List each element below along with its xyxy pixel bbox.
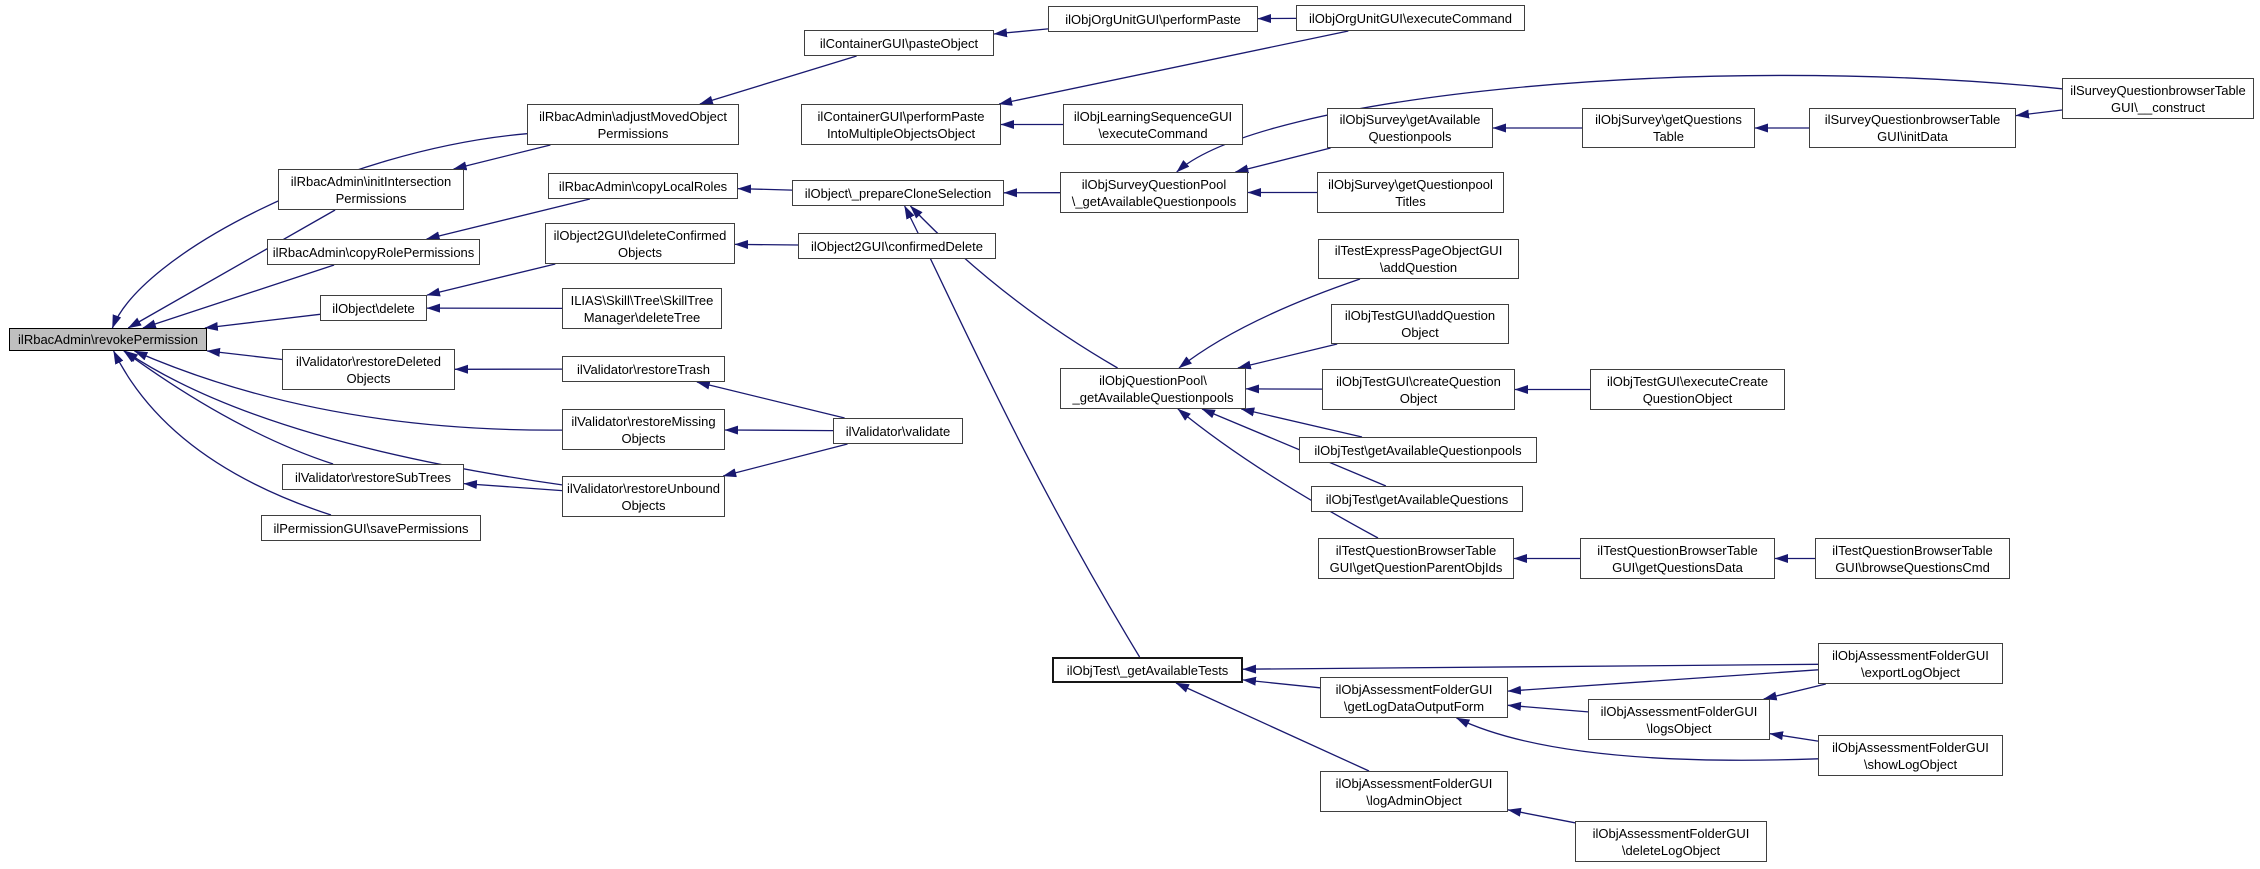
call-edge-getQuestionParentObjIds-to-qpGetAvailableQuestionpools: [1178, 409, 1378, 538]
graph-node-label: ilObject\delete: [332, 300, 415, 316]
graph-node-label: Object: [1401, 325, 1439, 340]
graph-node-label: ilObjSurvey\getAvailable: [1339, 112, 1481, 127]
graph-node-label: ilValidator\restoreUnbound: [567, 480, 720, 496]
graph-node-label: ilValidator\restoreTrash: [577, 361, 710, 377]
graph-node-browserTableInitData[interactable]: [1809, 108, 2016, 148]
graph-node-label: \logAdminObject: [1366, 792, 1462, 808]
graph-node-label: ilValidator\validate: [845, 423, 951, 439]
graph-node-restoreTrash[interactable]: [562, 356, 725, 382]
graph-node-label: GUI\__construct: [2111, 99, 2205, 115]
graph-node-label: ilSurveyQuestionbrowserTable: [2070, 82, 2246, 98]
graph-node-label: ilObjAssessmentFolderGUI: [1335, 775, 1493, 791]
graph-node-label: ilContainerGUI\pasteObject: [819, 35, 979, 51]
graph-node-label: Titles: [1395, 193, 1426, 209]
call-edge-browserTableConstruct-to-browserTableInitData: [2016, 110, 2062, 116]
graph-node-getAvailableTests[interactable]: [1052, 657, 1243, 683]
graph-node-label: \getLogDataOutputForm: [1343, 698, 1485, 714]
graph-node-skillTreeDeleteTree[interactable]: [562, 288, 722, 329]
graph-node-label: ilTestQuestionBrowserTable: [1597, 542, 1758, 558]
graph-node-label: GUI\getQuestionParentObjIds: [1329, 559, 1503, 575]
call-edge-deleteLogObject-to-logAdminObject: [1508, 810, 1575, 823]
graph-node-testGetAvailableQuestionpools[interactable]: [1299, 437, 1537, 463]
graph-node-getQuestionParentObjIds[interactable]: [1318, 538, 1514, 579]
graph-node-objectDelete[interactable]: [320, 295, 427, 321]
graph-node-testGetAvailableQuestions[interactable]: [1311, 486, 1523, 512]
graph-node-label: ilObjSurvey\getQuestionpool: [1328, 176, 1493, 192]
call-edge-adjustMovedObjectPermissions-to-initIntersectionPermissions: [454, 145, 551, 169]
graph-node-restoreUnboundObjects[interactable]: [562, 476, 725, 517]
graph-node-copyLocalRoles[interactable]: [548, 173, 738, 199]
graph-node-label: ilObjSurveyQuestionPool: [1081, 176, 1227, 192]
graph-node-label: ilRbacAdmin\copyRolePermissions: [272, 244, 475, 260]
graph-node-label: ilObjTestGUI\createQuestion: [1336, 373, 1501, 389]
graph-node-getLogDataOutputForm[interactable]: [1320, 677, 1508, 718]
call-edge-showLogObject-to-logsObject: [1770, 734, 1818, 741]
graph-node-label: ilObject2GUI\deleteConfirmed: [553, 227, 727, 243]
graph-node-label: Table: [1652, 129, 1685, 144]
graph-node-createQuestionObject[interactable]: [1322, 369, 1515, 410]
graph-node-orgPerformPaste[interactable]: [1048, 6, 1258, 32]
graph-node-label: ilObjTestGUI\executeCreate: [1606, 373, 1769, 389]
call-edge-objectDelete-to-revokePermission: [205, 314, 320, 328]
graph-node-testExpressAddQuestion[interactable]: [1318, 239, 1519, 279]
call-edge-exportLogObject-to-getAvailableTests: [1243, 664, 1818, 669]
graph-node-deleteLogObject[interactable]: [1575, 821, 1767, 862]
graph-node-label: \_getAvailableQuestionpools: [1071, 193, 1237, 209]
graph-node-surveyGetQuestionsTable[interactable]: [1582, 108, 1755, 148]
graph-node-executeCreateQuestionObject[interactable]: [1590, 369, 1785, 410]
graph-node-label: _getAvailableQuestionpools: [1072, 389, 1234, 405]
graph-node-label: Questionpools: [1368, 129, 1452, 144]
graph-node-label: \executeCommand: [1098, 125, 1208, 141]
graph-node-label: \addQuestion: [1379, 260, 1458, 275]
graph-node-label: ilValidator\restoreSubTrees: [294, 469, 452, 485]
graph-node-label: ilObjTest\_getAvailableTests: [1066, 662, 1229, 678]
call-edge-validate-to-restoreUnboundObjects: [723, 444, 847, 476]
graph-node-label: ilTestQuestionBrowserTable: [1335, 542, 1497, 558]
call-edge-confirmedDelete-to-deleteConfirmedObjects: [735, 244, 798, 245]
graph-node-orgExecuteCommand[interactable]: [1296, 5, 1525, 31]
graph-node-browseQuestionsCmd[interactable]: [1815, 538, 2010, 579]
graph-node-addQuestionObject[interactable]: [1331, 304, 1509, 344]
graph-node-label: GUI\getQuestionsData: [1612, 559, 1743, 575]
graph-node-label: ilRbacAdmin\adjustMovedObject: [539, 108, 727, 124]
graph-node-label: ilObjAssessmentFolderGUI: [1600, 703, 1758, 719]
graph-node-label: ilObjOrgUnitGUI\executeCommand: [1308, 10, 1513, 26]
graph-node-label: GUI\browseQuestionsCmd: [1835, 559, 1990, 575]
graph-node-label: ilRbacAdmin\revokePermission: [18, 332, 198, 347]
graph-node-label: ilTestQuestionBrowserTable: [1832, 542, 1993, 558]
graph-node-initIntersectionPermissions[interactable]: [278, 169, 464, 210]
graph-node-logAdminObject[interactable]: [1320, 771, 1508, 812]
graph-node-label: \deleteLogObject: [1621, 842, 1721, 858]
graph-node-label: \exportLogObject: [1860, 664, 1960, 680]
graph-node-label: ilValidator\restoreDeleted: [296, 353, 441, 369]
graph-node-label: Objects: [617, 244, 663, 260]
graph-node-label: ilObjOrgUnitGUI\performPaste: [1065, 11, 1241, 27]
graph-node-label: Objects: [621, 430, 666, 446]
graph-node-label: ilRbacAdmin\copyLocalRoles: [558, 178, 728, 194]
graph-node-performPasteIntoMultipleObjectsObject[interactable]: [801, 104, 1001, 145]
graph-node-prepareCloneSelection[interactable]: [792, 180, 1004, 206]
graph-node-label: ilObjAssessmentFolderGUI: [1832, 739, 1989, 755]
graph-node-deleteConfirmedObjects[interactable]: [545, 223, 735, 264]
graph-node-label: Permissions: [335, 190, 407, 206]
graph-node-label: ilObjQuestionPool\: [1099, 372, 1207, 388]
graph-node-label: Permissions: [597, 125, 669, 141]
graph-node-label: ilObjSurvey\getQuestions: [1595, 112, 1742, 127]
graph-node-surveyQpGetAvailableQuestionpools[interactable]: [1060, 172, 1248, 213]
graph-node-exportLogObject[interactable]: [1818, 643, 2003, 684]
graph-node-restoreDeletedObjects[interactable]: [282, 349, 455, 390]
graph-node-copyRolePermissions[interactable]: [267, 239, 480, 265]
graph-node-label: ilObject\_prepareCloneSelection: [804, 185, 992, 201]
graph-node-label: ilObjAssessmentFolderGUI: [1832, 647, 1989, 663]
call-edge-exportLogObject-to-logsObject: [1764, 684, 1826, 699]
graph-node-label: ilObjLearningSequenceGUI: [1073, 108, 1233, 124]
graph-node-label: ilObjTest\getAvailableQuestions: [1325, 491, 1509, 507]
graph-node-label: Objects: [346, 370, 391, 386]
call-edge-testGetAvailableQuestionpools-to-qpGetAvailableQuestionpools: [1241, 409, 1362, 437]
call-edge-getLogDataOutputForm-to-getAvailableTests: [1243, 680, 1320, 688]
call-edge-restoreUnboundObjects-to-restoreSubTrees: [464, 484, 562, 491]
call-edge-prepareCloneSelection-to-copyLocalRoles: [738, 189, 792, 191]
call-edge-initIntersectionPermissions-to-revokePermission: [128, 210, 335, 328]
graph-node-label: GUI\initData: [1877, 129, 1948, 144]
graph-node-label: \showLogObject: [1863, 756, 1958, 772]
graph-node-label: ILIAS\Skill\Tree\SkillTree: [570, 292, 714, 308]
graph-node-browserTableConstruct[interactable]: [2062, 78, 2254, 119]
graph-node-pasteObject[interactable]: [804, 30, 994, 56]
graph-node-restoreMissingObjects[interactable]: [562, 409, 725, 450]
graph-node-label: IntoMultipleObjectsObject: [826, 125, 976, 141]
graph-node-label: QuestionObject: [1642, 390, 1733, 406]
call-edge-surveyGetAvailableQuestionpools-to-surveyQpGetAvailableQuestionpools: [1235, 148, 1330, 172]
call-edge-pasteObject-to-adjustMovedObjectPermissions: [700, 56, 857, 104]
call-edge-exportLogObject-to-getLogDataOutputForm: [1508, 670, 1818, 691]
graph-node-label: ilTestExpressPageObjectGUI: [1334, 243, 1503, 258]
graph-node-label: Objects: [621, 497, 666, 513]
graph-node-label: ilObjTest\getAvailableQuestionpools: [1314, 442, 1522, 458]
graph-node-label: ilSurveyQuestionbrowserTable: [1824, 112, 2001, 127]
graph-node-getQuestionsData[interactable]: [1580, 538, 1775, 579]
graph-node-label: ilObjAssessmentFolderGUI: [1592, 825, 1750, 841]
call-edge-qpGetAvailableQuestionpools-to-prepareCloneSelection: [910, 206, 1117, 368]
call-edge-restoreDeletedObjects-to-revokePermission: [207, 351, 282, 360]
call-edge-copyRolePermissions-to-revokePermission: [143, 265, 334, 328]
graph-node-label: \logsObject: [1646, 720, 1712, 736]
graph-node-label: ilObjTestGUI\addQuestion: [1344, 308, 1496, 323]
graph-node-adjustMovedObjectPermissions[interactable]: [527, 104, 739, 145]
call-edge-addQuestionObject-to-qpGetAvailableQuestionpools: [1238, 344, 1337, 368]
graph-node-confirmedDelete[interactable]: [798, 233, 996, 259]
graph-node-savePermissions[interactable]: [261, 515, 481, 541]
graph-node-validate[interactable]: [833, 418, 963, 444]
graph-node-surveyGetQuestionpoolTitles[interactable]: [1317, 172, 1504, 213]
graph-node-qpGetAvailableQuestionpools[interactable]: [1060, 368, 1246, 409]
graph-node-label: ilValidator\restoreMissing: [571, 413, 716, 429]
graph-node-label: ilPermissionGUI\savePermissions: [273, 520, 469, 536]
graph-node-restoreSubTrees[interactable]: [282, 464, 464, 490]
call-edge-validate-to-restoreMissingObjects: [725, 430, 833, 431]
graph-node-logsObject[interactable]: [1588, 699, 1770, 740]
call-edge-orgPerformPaste-to-pasteObject: [994, 29, 1048, 34]
graph-node-label: ilObject2GUI\confirmedDelete: [811, 238, 983, 254]
graph-node-label: Manager\deleteTree: [583, 309, 701, 325]
graph-node-label: Object: [1399, 390, 1438, 406]
call-edge-logsObject-to-getLogDataOutputForm: [1508, 705, 1588, 712]
graph-node-label: ilContainerGUI\performPaste: [817, 108, 985, 124]
graph-node-revokePermission[interactable]: [9, 328, 207, 351]
call-edge-deleteConfirmedObjects-to-objectDelete: [427, 264, 555, 295]
graph-node-lsExecuteCommand[interactable]: [1063, 104, 1243, 145]
graph-node-showLogObject[interactable]: [1818, 735, 2003, 776]
graph-node-label: ilObjAssessmentFolderGUI: [1335, 681, 1493, 697]
call-edge-orgExecuteCommand-to-performPasteIntoMultipleObjectsObject: [999, 31, 1348, 104]
graph-node-surveyGetAvailableQuestionpools[interactable]: [1327, 108, 1493, 148]
graph-node-label: ilRbacAdmin\initIntersection: [290, 173, 452, 189]
